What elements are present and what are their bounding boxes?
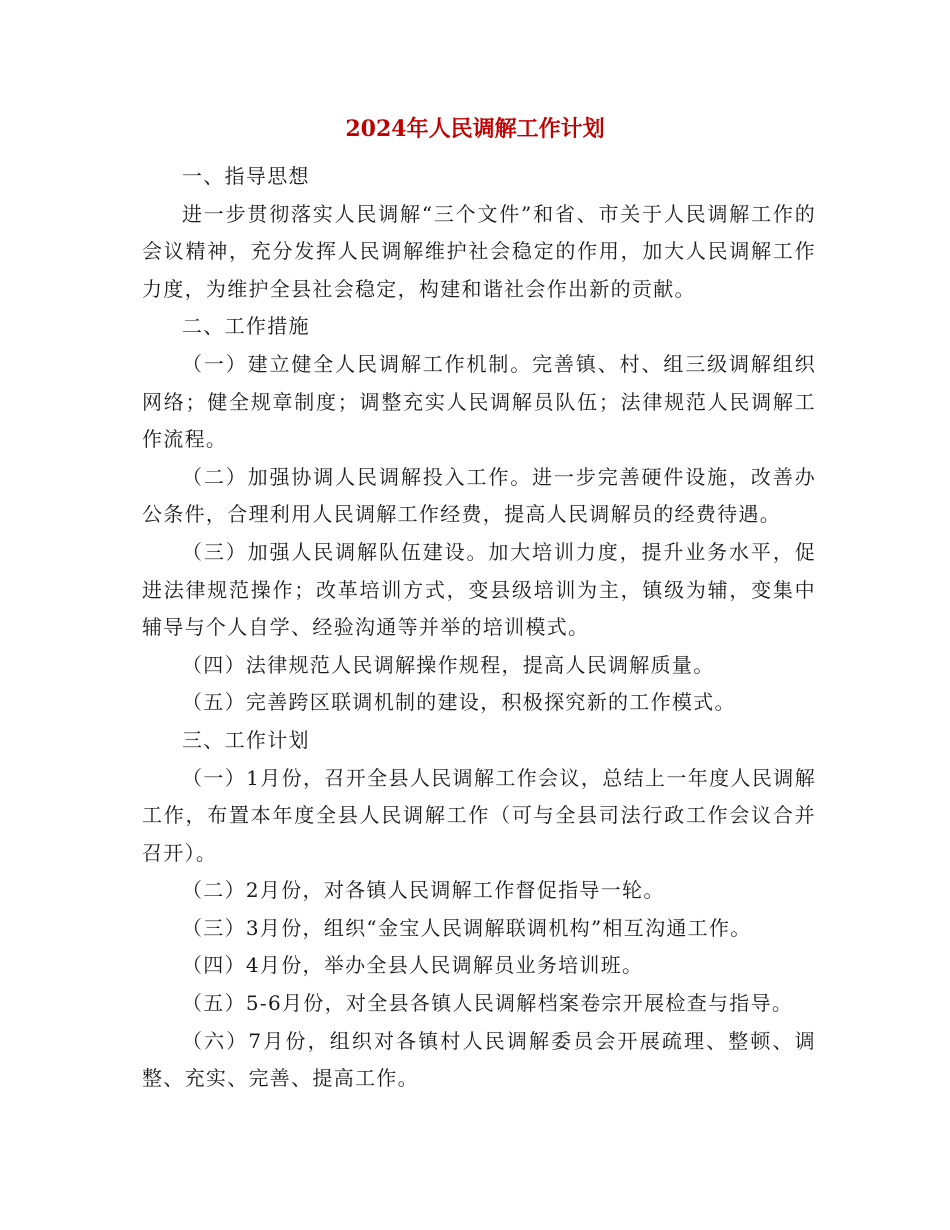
document-title: 2024年人民调解工作计划 <box>345 116 605 142</box>
section-heading-guiding-ideology: 一、指导思想 <box>182 164 310 188</box>
plan-item-3: （三）3月份，组织“金宝人民调解联调机构”相互沟通工作。 <box>182 915 752 940</box>
plan-item-4: （四）4月份，举办全县人民调解员业务培训班。 <box>182 953 644 978</box>
plan-item-5: （五）5-6月份，对全县各镇人民调解档案卷宗开展检查与指导。 <box>182 991 794 1016</box>
measure-item-2: （二）加强协调人民调解投入工作。进一步完善硬件设施，改善办公条件，合理利用人民调解工作经费，提高人民调解员的经费待遇。 <box>142 464 816 527</box>
measure-item-3: （三）加强人民调解队伍建设。加大培训力度，提升业务水平，促进法律规范操作；改革培训方式，变县级培训为主，镇级为辅，变集中辅导与个人自学、经验沟通等并举的培训模式。 <box>142 539 816 640</box>
measure-item-4: （四）法律规范人民调解操作规程，提高人民调解质量。 <box>182 652 715 677</box>
section-heading-work-measures: 二、工作措施 <box>182 314 310 339</box>
measure-item-5: （五）完善跨区联调机制的建设，积极探究新的工作模式。 <box>182 690 736 715</box>
paragraph-guiding-ideology: 进一步贯彻落实人民调解“三个文件”和省、市关于人民调解工作的会议精神，充分发挥人民调解维护社会稳定的作用，加大人民调解工作力度，为维护全县社会稳定，构建和谐社会作出新的贡献。 <box>142 201 816 301</box>
document-body <box>142 158 816 1098</box>
section-heading-work-plan: 三、工作计划 <box>182 727 310 752</box>
plan-item-1: （一）1月份，召开全县人民调解工作会议，总结上一年度人民调解工作，布置本年度全县人民调解工作（可与全县司法行政工作会议合并召开）。 <box>142 765 816 865</box>
plan-item-6: （六）7月份，组织对各镇村人民调解委员会开展疏理、整顿、调整、充实、完善、提高工作。 <box>142 1028 816 1091</box>
plan-item-2: （二）2月份，对各镇人民调解工作督促指导一轮。 <box>182 878 665 903</box>
measure-item-1: （一）建立健全人民调解工作机制。完善镇、村、组三级调解组织网络；健全规章制度；调整充实人民调解员队伍；法律规范人民调解工作流程。 <box>142 351 816 452</box>
